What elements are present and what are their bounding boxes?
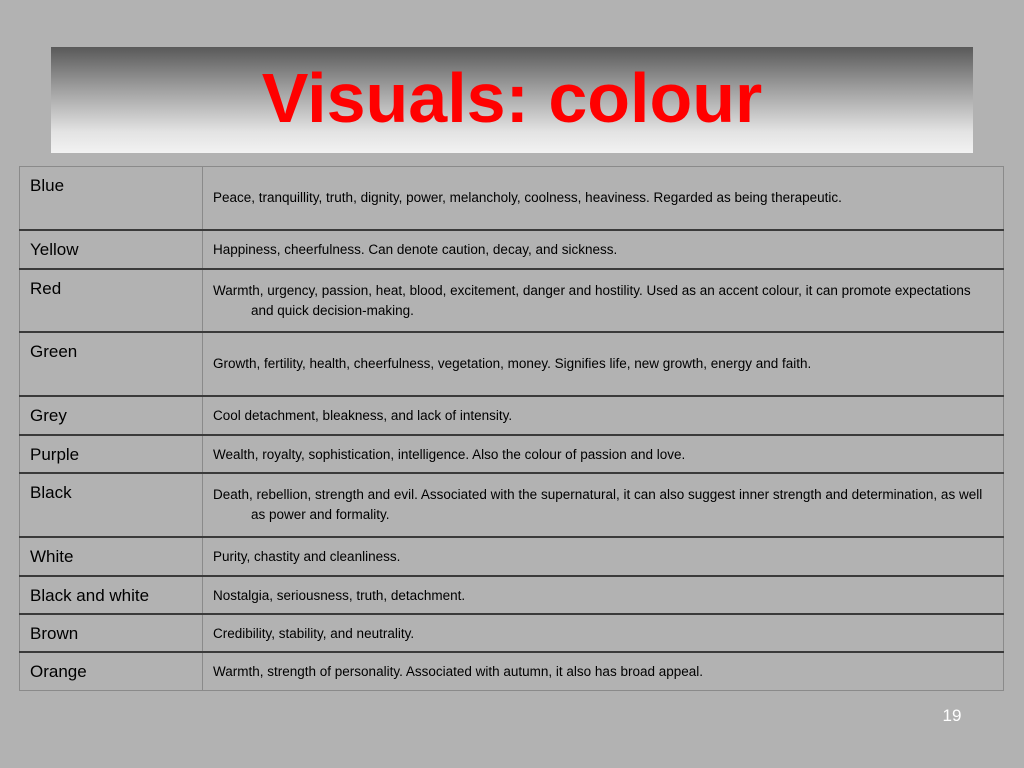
- colour-name-cell: [20, 230, 203, 269]
- colour-name-cell: [20, 614, 203, 652]
- colour-name-cell: [20, 473, 203, 537]
- colour-meaning-cell: [203, 537, 1004, 576]
- colour-name: Purple: [30, 444, 80, 464]
- colour-meaning: Purity, chastity and cleanliness.: [213, 548, 401, 564]
- table-row: [20, 473, 1004, 537]
- colour-name-cell: [20, 435, 203, 473]
- colour-name: Black and white: [30, 585, 150, 605]
- colour-meaning-cell: [203, 473, 1004, 537]
- colour-name-cell: [20, 269, 203, 332]
- colour-meaning-cell: [203, 396, 1004, 435]
- colour-meaning: Peace, tranquillity, truth, dignity, power, melancholy, coolness, heaviness. Regarded as being therapeutic.: [213, 190, 842, 205]
- table-row: [20, 332, 1004, 396]
- colour-meaning-cell: [203, 230, 1004, 269]
- colour-meaning: Happiness, cheerfulness. Can denote caution, decay, and sickness.: [213, 241, 618, 257]
- colour-name-cell: [20, 167, 203, 230]
- colour-name-cell: [20, 576, 203, 614]
- colour-meaning: Growth, fertility, health, cheerfulness, vegetation, money. Signifies life, new growth, energy and faith.: [213, 355, 812, 371]
- title-banner: [51, 47, 973, 153]
- colour-name: Yellow: [30, 239, 79, 259]
- colour-meaning-cell: [203, 614, 1004, 652]
- table-row: [20, 576, 1004, 614]
- colour-meaning: Warmth, urgency, passion, heat, blood, excitement, danger and hostility. Used as an accent colour, it can promote expectations and quick decision-making.: [213, 282, 971, 318]
- colour-meaning-cell: [203, 332, 1004, 396]
- colour-meaning-cell: [203, 435, 1004, 473]
- table-row: [20, 396, 1004, 435]
- table-row: [20, 652, 1004, 691]
- colour-meaning-cell: [203, 167, 1004, 230]
- colour-meaning: Nostalgia, seriousness, truth, detachment.: [213, 587, 466, 603]
- colour-meaning: Credibility, stability, and neutrality.: [213, 625, 415, 641]
- colour-name-cell: [20, 652, 203, 691]
- colour-meaning-cell: [203, 652, 1004, 691]
- colour-name-cell: [20, 332, 203, 396]
- colour-name: Blue: [30, 176, 65, 195]
- colour-name: White: [30, 546, 74, 566]
- colour-meaning: Cool detachment, bleakness, and lack of intensity.: [213, 407, 513, 423]
- colour-name-cell: [20, 396, 203, 435]
- colour-meaning: Warmth, strength of personality. Associated with autumn, it also has broad appeal.: [213, 663, 704, 679]
- table-row: [20, 269, 1004, 332]
- table-row: [20, 167, 1004, 230]
- colour-name: Black: [30, 482, 72, 502]
- colour-meaning-cell: [203, 576, 1004, 614]
- colour-meaning: Wealth, royalty, sophistication, intelligence. Also the colour of passion and love.: [213, 446, 686, 462]
- colour-name: Red: [30, 278, 62, 298]
- colour-name: Green: [30, 341, 78, 361]
- colour-meaning-table-container: [19, 166, 1004, 691]
- colour-meaning-table: [19, 166, 1004, 691]
- table-row: [20, 614, 1004, 652]
- colour-name-cell: [20, 537, 203, 576]
- slide-title: Visuals: colour: [261, 59, 763, 137]
- colour-name: Grey: [30, 405, 67, 425]
- slide-number: 19: [942, 706, 962, 725]
- table-row: [20, 537, 1004, 576]
- colour-meaning: Death, rebellion, strength and evil. Associated with the supernatural, it can also suggest inner strength and determination, as well as power and formality.: [213, 486, 983, 522]
- table-row: [20, 230, 1004, 269]
- colour-meaning-cell: [203, 269, 1004, 332]
- colour-name: Orange: [30, 661, 87, 681]
- table-row: [20, 435, 1004, 473]
- colour-name: Brown: [30, 623, 79, 643]
